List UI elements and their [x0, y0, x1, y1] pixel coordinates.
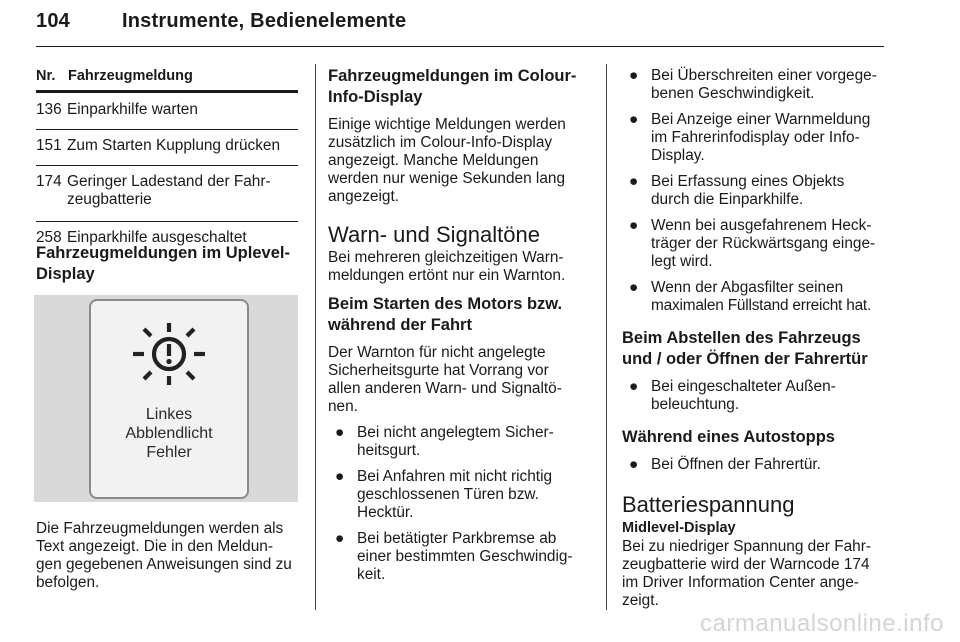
heading-line: Beim Abstellen des Fahrzeugs — [622, 329, 861, 347]
right-column — [622, 67, 890, 610]
page-number: 104 — [36, 10, 70, 32]
table-cell-message: Einparkhilfe ausgeschaltet — [67, 229, 247, 246]
bullet-icon: ● — [335, 424, 345, 441]
list-item-line: Wenn der Abgasfilter seinen — [651, 279, 844, 296]
heading-line: Fahrzeugmeldungen im Colour- — [328, 67, 577, 85]
bullet-icon: ● — [629, 279, 639, 296]
warn-bullet-list — [622, 67, 890, 315]
page-title: Instrumente, Bedienelemente — [122, 10, 407, 32]
table-cell-nr: 258 — [36, 229, 62, 246]
list-item-line: Display. — [651, 147, 705, 164]
display-message-line: Linkes — [145, 406, 193, 423]
list-item — [622, 217, 890, 271]
list-item — [622, 279, 890, 315]
list-item-line: beleuchtung. — [651, 396, 740, 413]
list-item — [622, 456, 890, 474]
table-row — [36, 130, 298, 165]
table-header-message: Fahrzeugmeldung — [68, 68, 193, 84]
heading-line: Beim Starten des Motors bzw. — [328, 295, 563, 313]
paragraph-line: Text angezeigt. Die in den Meldun- — [36, 538, 273, 555]
paragraph-line: angezeigt. Manche Meldungen — [328, 152, 539, 169]
list-item-line: keit. — [357, 566, 386, 583]
display-screen — [89, 299, 249, 499]
paragraph-line: zusätzlich im Colour-Info-Display — [328, 134, 553, 151]
paragraph-line: werden nur wenige Sekunden lang — [328, 170, 566, 187]
list-item-line: Bei nicht angelegtem Sicher- — [357, 424, 554, 441]
list-item — [622, 378, 890, 414]
paragraph-line: zeigt. — [622, 592, 659, 609]
list-item-line: heitsgurt. — [357, 442, 421, 459]
paragraph-line: Einige wichtige Meldungen werden — [328, 116, 566, 133]
table-cell-nr: 151 — [36, 137, 62, 154]
start-heading — [328, 294, 600, 336]
paragraph-line: im Driver Information Center ange- — [622, 574, 859, 591]
bullet-icon: ● — [335, 468, 345, 485]
table-cell-message: Einparkhilfe warten — [67, 101, 198, 118]
battery-paragraph — [622, 538, 890, 610]
bullet-icon: ● — [629, 378, 639, 395]
display-message-line: Abblendlicht — [125, 425, 213, 442]
table-cell-message-cont: zeugbatterie — [67, 191, 152, 208]
paragraph-line: befolgen. — [36, 574, 100, 591]
table-header-nr: Nr. — [36, 68, 56, 84]
autostop-heading: Während eines Autostopps — [622, 428, 835, 446]
list-item-line: einer bestimmten Geschwindig- — [357, 548, 573, 565]
paragraph-line: zeugbatterie wird der Warncode 174 — [622, 556, 870, 573]
paragraph-line: Sicherheitsgurte hat Vorrang vor — [328, 362, 549, 379]
midlevel-subheading: Midlevel-Display — [622, 520, 736, 536]
display-message-line: Fehler — [146, 444, 192, 461]
list-item — [328, 530, 600, 584]
display-message — [91, 405, 247, 462]
table-header — [36, 67, 298, 85]
paragraph-line: angezeigt. — [328, 188, 400, 205]
list-item-line: Hecktür. — [357, 504, 414, 521]
table-cell-message: Geringer Ladestand der Fahr- — [67, 173, 271, 190]
column-divider-2 — [606, 64, 607, 610]
list-item — [622, 173, 890, 209]
middle-column — [328, 66, 600, 584]
column-divider-1 — [315, 64, 316, 610]
bullet-icon: ● — [629, 67, 639, 84]
list-item-line: Bei betätigter Parkbremse ab — [357, 530, 557, 547]
list-item-line: Bei Öffnen der Fahrertür. — [651, 456, 821, 473]
bullet-icon: ● — [335, 530, 345, 547]
list-item-line: Bei Anfahren mit nicht richtig — [357, 468, 553, 485]
battery-heading: Batteriespannung — [622, 492, 795, 517]
uplevel-heading-line: Display — [36, 265, 95, 283]
heading-line: Info-Display — [328, 88, 423, 106]
start-bullet-list — [328, 424, 600, 584]
uplevel-paragraph — [36, 520, 306, 592]
autostop-bullet-list — [622, 456, 890, 474]
list-item — [328, 468, 600, 522]
warn-heading: Warn- und Signaltöne — [328, 222, 540, 247]
uplevel-heading — [36, 243, 306, 285]
header-rule — [36, 46, 884, 47]
list-item-line: benen Geschwindigkeit. — [651, 85, 815, 102]
list-item-line: Bei Überschreiten einer vorgege- — [651, 67, 877, 84]
bullet-icon: ● — [629, 456, 639, 473]
list-item-line: Wenn bei ausgefahrenem Heck- — [651, 217, 872, 234]
watermark: carmanualsonline.info — [700, 610, 944, 637]
list-item — [622, 67, 890, 103]
paragraph-line: Bei zu niedriger Spannung der Fahr- — [622, 538, 871, 555]
paragraph-line: Die Fahrzeugmeldungen werden als — [36, 520, 284, 537]
paragraph-line: Der Warnton für nicht angelegte — [328, 344, 546, 361]
warn-paragraph — [328, 249, 600, 285]
heading-line: während der Fahrt — [328, 316, 472, 334]
start-paragraph — [328, 344, 600, 416]
list-item-line: Bei Anzeige einer Warnmeldung — [651, 111, 871, 128]
table-row — [36, 93, 298, 129]
list-item-line: Bei eingeschalteter Außen- — [651, 378, 836, 395]
bullet-icon: ● — [629, 217, 639, 234]
table-cell-message: Zum Starten Kupplung drücken — [67, 137, 281, 154]
list-item-line: träger der Rückwärtsgang einge- — [651, 235, 876, 252]
page-header — [36, 10, 406, 33]
bullet-icon: ● — [629, 173, 639, 190]
list-item-line: durch die Einparkhilfe. — [651, 191, 804, 208]
list-item — [622, 111, 890, 165]
list-item-line: im Fahrerinfodisplay oder Info- — [651, 129, 860, 146]
stop-heading — [622, 328, 890, 370]
bullet-icon: ● — [629, 111, 639, 128]
colour-info-heading — [328, 66, 600, 108]
paragraph-line: gen gegebenen Anweisungen sind zu — [36, 556, 292, 573]
paragraph-line: allen anderen Warn- und Signaltö- — [328, 380, 562, 397]
list-item-line: geschlossenen Türen bzw. — [357, 486, 539, 503]
list-item — [328, 424, 600, 460]
table-row — [36, 166, 298, 221]
low-beam-fault-icon — [130, 323, 208, 385]
colour-info-intro — [328, 116, 600, 206]
paragraph-line: nen. — [328, 398, 358, 415]
list-item-line: legt wird. — [651, 253, 713, 270]
stop-bullet-list — [622, 378, 890, 414]
uplevel-display-illustration — [34, 295, 298, 502]
list-item-line: Bei Erfassung eines Objekts — [651, 173, 845, 190]
heading-line: und / oder Öffnen der Fahrertür — [622, 350, 868, 368]
list-item-line: maximalen Füllstand erreicht hat. — [651, 297, 872, 314]
paragraph-line: Bei mehreren gleichzeitigen Warn- — [328, 249, 564, 266]
uplevel-heading-line: Fahrzeugmeldungen im Uplevel- — [36, 244, 290, 262]
message-table — [36, 67, 298, 257]
table-cell-nr: 136 — [36, 101, 62, 118]
table-cell-nr: 174 — [36, 173, 62, 190]
paragraph-line: meldungen ertönt nur ein Warnton. — [328, 267, 566, 284]
